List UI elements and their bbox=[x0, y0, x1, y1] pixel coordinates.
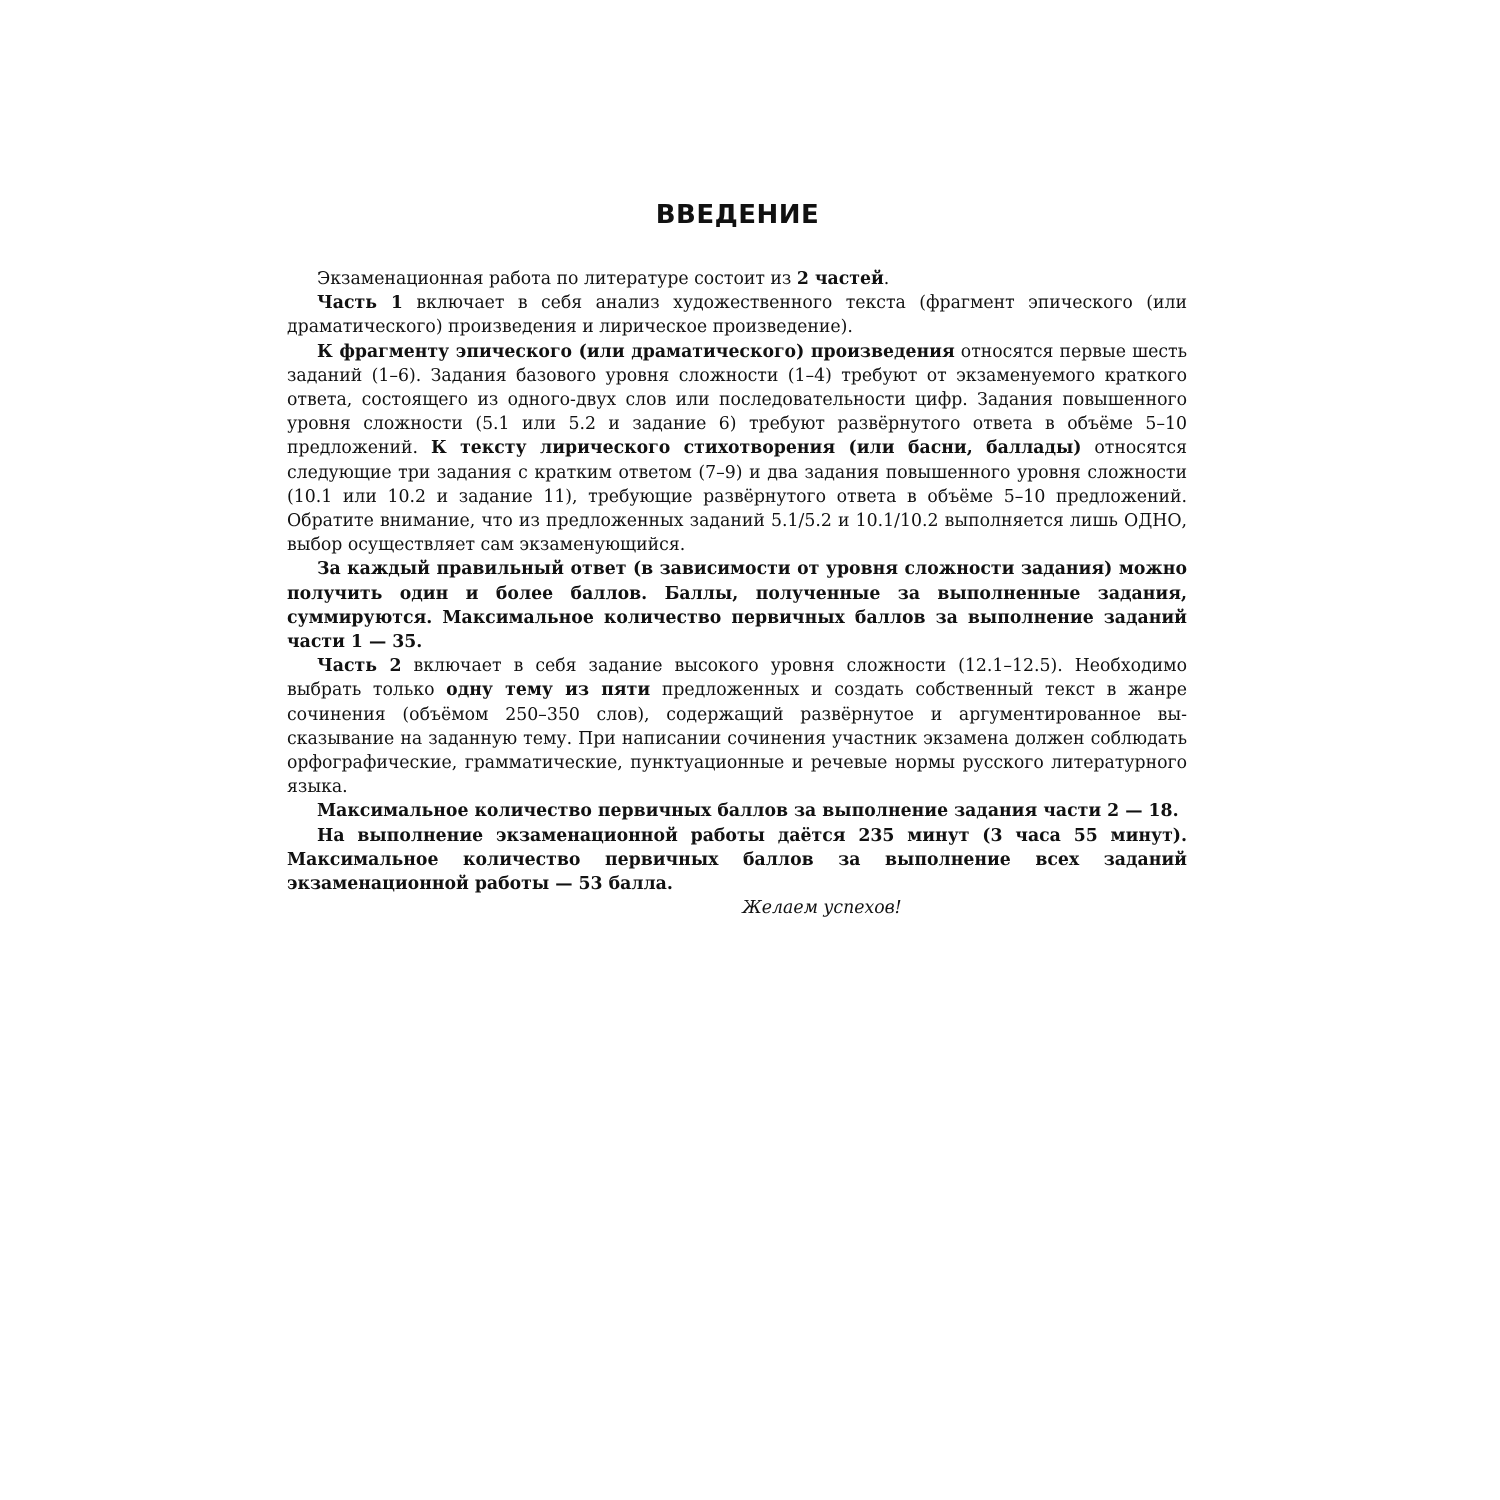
bold-text: На выполнение экзаменационной работы даётся 235 минут (3 часа 55 минут). Максимальное количество первичных баллов за выполнение всех заданий экзаменационной работы — 53 балла. bbox=[287, 825, 1187, 895]
page-title: ВВЕДЕНИЕ bbox=[655, 200, 820, 230]
bold-text: К фрагменту эпического (или драматического) произведения bbox=[317, 341, 955, 362]
bold-text: 2 частей bbox=[796, 269, 884, 289]
paragraph-part-1-tasks bbox=[287, 340, 1187, 558]
bold-text: За каждый правильный ответ (в зависимости от уровня сложности задания) можно получить один и более баллов. Баллы, полученные за выполненные задания, суммируются. Максимальное количество первичных баллов за выполнение заданий части 1 — 35. bbox=[287, 559, 1187, 653]
paragraph-part-2-score bbox=[287, 799, 1187, 823]
bold-text: К тексту лирического стихотворения (или басни, баллады) bbox=[430, 438, 1082, 459]
paragraph-time-and-total bbox=[287, 824, 1187, 897]
paragraph-exam-structure bbox=[287, 267, 1187, 291]
paragraph-scoring bbox=[287, 557, 1187, 654]
paragraph-text: включает в себя задание высокого уровня сложности (12.1–12.5). Необходимо выбрать только bbox=[287, 656, 1187, 701]
closing-wish: Желаем успехов! bbox=[742, 898, 902, 919]
bold-text: одну тему из пяти bbox=[446, 680, 651, 701]
paragraph-text: включает в себя анализ художественного текста (фрагмент эпического (или драматического) произведения и лирическое произведение). bbox=[287, 293, 1188, 338]
paragraph-text: Экзаменационная работа по литературе состоит из bbox=[317, 269, 797, 289]
bold-text: Часть 2 bbox=[317, 656, 402, 677]
bold-text: Часть 1 bbox=[317, 293, 403, 314]
intro-text bbox=[287, 267, 1187, 920]
paragraph-text: относятся первые шесть заданий (1–6). Задания базового уровня сложности (1–4) требуют от экзаменуемого краткого ответа, состоящего из одного-двух слов или последовательности цифр. Задания повышенного уровня сложности (5.1 или 5.2 и задание 6) требуют развёрнутого ответа в объёме 5–10 предложений. bbox=[287, 341, 1188, 459]
paragraph-text: предложенных и создать собственный текст в жанре сочинения (объёмом 250–350 слов), содержащий развёрнутое и аргументированное высказывание на заданную тему. При написании сочинения участник экзамена должен соблюдать орфографические, грамматические, пунктуационные и речевые нормы русского литературного языка. bbox=[287, 680, 1188, 798]
bold-text: Максимальное количество первичных баллов за выполнение задания части 2 — 18. bbox=[317, 801, 1179, 822]
paragraph-text: . bbox=[883, 269, 890, 289]
paragraph-text: относятся следующие три задания с кратким ответом (7–9) и два задания повышенного уровня сложности (10.1 или 10.2 и задание 11), требующие развёрнутого ответа в объёме 5–10 предложений. Обратите внимание, что из предложенных заданий 5.1/5.2 и 10.1/10.2 выполняется лишь ОДНО, выбор осуществляет сам экзаменующийся. bbox=[287, 438, 1187, 556]
paragraph-part-2 bbox=[287, 654, 1187, 799]
paragraph-part-1 bbox=[287, 291, 1187, 339]
